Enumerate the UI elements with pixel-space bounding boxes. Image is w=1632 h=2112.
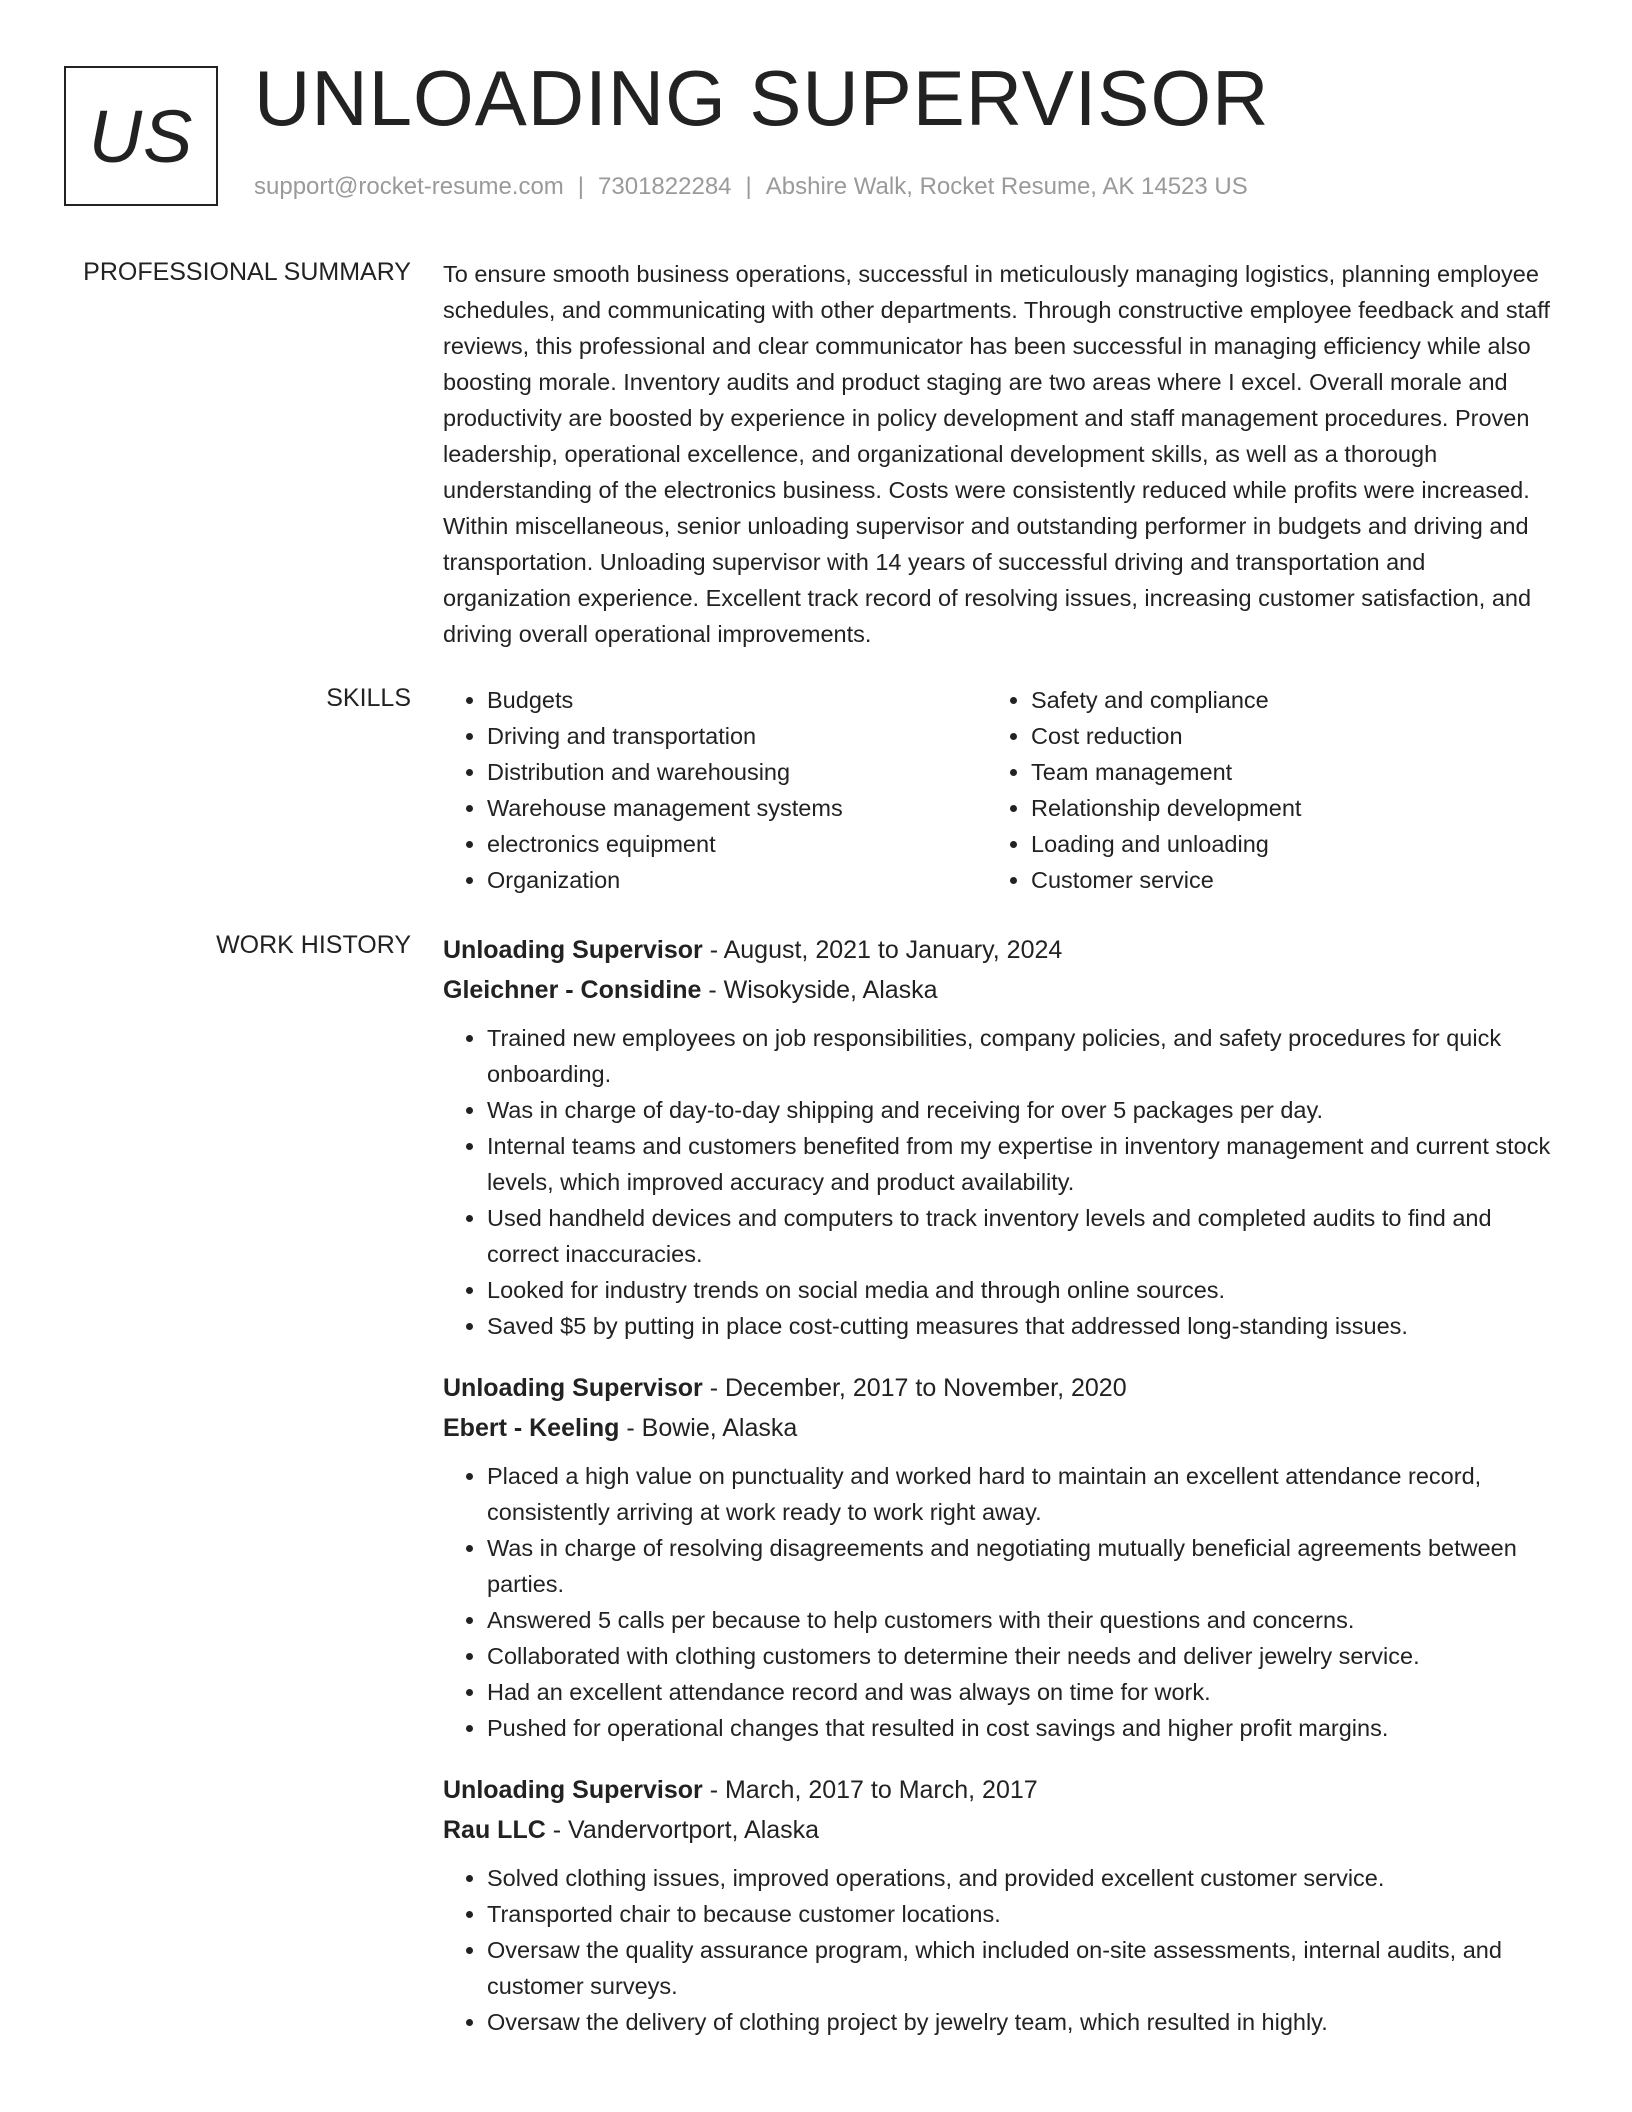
contact-separator: | bbox=[745, 173, 752, 200]
skills-list bbox=[443, 682, 1553, 898]
job-company-line bbox=[443, 970, 1553, 1010]
job-bullet: • Trained new employees on job responsibilities, company policies, and safety procedures for quick onboarding. bbox=[487, 1020, 1553, 1092]
contact-phone: 7301822284 bbox=[598, 173, 732, 200]
job-company: Ebert - Keeling bbox=[443, 1414, 620, 1442]
job-bullets bbox=[443, 1020, 1553, 1344]
job-bullet: • Used handheld devices and computers to track inventory levels and completed audits to find and correct inaccuracies. bbox=[487, 1200, 1553, 1272]
job-bullet: • Collaborated with clothing customers to determine their needs and deliver jewelry service. bbox=[487, 1638, 1553, 1674]
skills-label: SKILLS bbox=[326, 684, 411, 712]
job-title-line bbox=[443, 1770, 1553, 1810]
job-bullet: • Had an excellent attendance record and was always on time for work. bbox=[487, 1674, 1553, 1710]
job-bullet: • Pushed for operational changes that resulted in cost savings and higher profit margins. bbox=[487, 1710, 1553, 1746]
job-location: - Bowie, Alaska bbox=[619, 1414, 798, 1442]
skills-column-1 bbox=[443, 682, 987, 898]
job-dates: - December, 2017 to November, 2020 bbox=[702, 1374, 1127, 1402]
skill-item: • Customer service bbox=[1031, 862, 1301, 898]
job-entry bbox=[443, 1368, 1553, 1746]
skill-item: • Loading and unloading bbox=[1031, 826, 1301, 862]
job-company-line bbox=[443, 1810, 1553, 1850]
work-history-label: WORK HISTORY bbox=[216, 931, 411, 959]
job-title: Unloading Supervisor bbox=[443, 936, 703, 964]
job-bullet: • Oversaw the quality assurance program, which included on-site assessments, internal audits, and customer surveys. bbox=[487, 1932, 1553, 2004]
job-bullet: • Saved $5 by putting in place cost-cutting measures that addressed long-standing issues. bbox=[487, 1308, 1553, 1344]
skill-item: • Cost reduction bbox=[1031, 718, 1301, 754]
job-entry bbox=[443, 1770, 1553, 2040]
job-bullet: • Answered 5 calls per because to help customers with their questions and concerns. bbox=[487, 1602, 1553, 1638]
job-bullets bbox=[443, 1458, 1553, 1746]
summary-label: PROFESSIONAL SUMMARY bbox=[83, 258, 411, 286]
resume-name: UNLOADING SUPERVISOR bbox=[254, 54, 1270, 142]
skill-item: • Driving and transportation bbox=[487, 718, 987, 754]
job-title: Unloading Supervisor bbox=[443, 1374, 703, 1402]
contact-separator: | bbox=[577, 173, 585, 200]
job-bullet: • Transported chair to because customer locations. bbox=[487, 1896, 1553, 1932]
job-entry bbox=[443, 930, 1553, 1344]
job-bullet: • Placed a high value on punctuality and worked hard to maintain an excellent attendance record, consistently arriving at work ready to work right away. bbox=[487, 1458, 1553, 1530]
job-dates: - March, 2017 to March, 2017 bbox=[702, 1776, 1038, 1804]
job-bullet: • Was in charge of day-to-day shipping and receiving for over 5 packages per day. bbox=[487, 1092, 1553, 1128]
contact-line bbox=[254, 173, 1248, 201]
contact-address: Abshire Walk, Rocket Resume, AK 14523 US bbox=[765, 173, 1248, 200]
skill-item: • Distribution and warehousing bbox=[487, 754, 987, 790]
job-bullet: • Internal teams and customers benefited from my expertise in inventory management and current stock levels, which improved accuracy and product availability. bbox=[487, 1128, 1553, 1200]
contact-email: support@rocket-resume.com bbox=[254, 173, 564, 200]
job-dates: - August, 2021 to January, 2024 bbox=[702, 936, 1063, 964]
skill-item: • Organization bbox=[487, 862, 987, 898]
skill-item: • Budgets bbox=[487, 682, 987, 718]
skill-item: • Relationship development bbox=[1031, 790, 1301, 826]
job-company-line bbox=[443, 1408, 1553, 1448]
summary-text: To ensure smooth business operations, successful in meticulously managing logistics, planning employee schedules, and communicating with other departments. Through constructive employee feedback and staff reviews, this professional and clear communicator has been successful in managing efficiency while also boosting morale. Inventory audits and product staging are two areas where I excel. Overall morale and productivity are boosted by experience in policy development and staff management procedures. Proven leadership, operational excellence, and organizational development skills, as well as a thorough understanding of the electronics business. Costs were consistently reduced while profits were increased. Within miscellaneous, senior unloading supervisor and outstanding performer in budgets and driving and transportation. Unloading supervisor with 14 years of successful driving and transportation and organization experience. Excellent track record of resolving issues, increasing customer satisfaction, and driving overall operational improvements. bbox=[443, 261, 1550, 647]
job-bullet: • Was in charge of resolving disagreements and negotiating mutually beneficial agreements between parties. bbox=[487, 1530, 1553, 1602]
work-history bbox=[443, 930, 1553, 2064]
job-company: Rau LLC bbox=[443, 1816, 546, 1844]
job-company: Gleichner - Considine bbox=[443, 976, 702, 1004]
job-title: Unloading Supervisor bbox=[443, 1776, 703, 1804]
skill-item: • Team management bbox=[1031, 754, 1301, 790]
job-bullets bbox=[443, 1860, 1553, 2040]
job-location: - Vandervortport, Alaska bbox=[545, 1816, 820, 1844]
job-bullet: • Solved clothing issues, improved operations, and provided excellent customer service. bbox=[487, 1860, 1553, 1896]
skill-item: • Safety and compliance bbox=[1031, 682, 1301, 718]
job-bullet: • Looked for industry trends on social media and through online sources. bbox=[487, 1272, 1553, 1308]
skill-item: • electronics equipment bbox=[487, 826, 987, 862]
job-bullet: • Oversaw the delivery of clothing project by jewelry team, which resulted in highly. bbox=[487, 2004, 1553, 2040]
skill-item: • Warehouse management systems bbox=[487, 790, 987, 826]
skills-column-2 bbox=[987, 682, 1301, 898]
job-title-line bbox=[443, 930, 1553, 970]
monogram: US bbox=[64, 66, 218, 206]
job-title-line bbox=[443, 1368, 1553, 1408]
job-location: - Wisokyside, Alaska bbox=[701, 976, 938, 1004]
